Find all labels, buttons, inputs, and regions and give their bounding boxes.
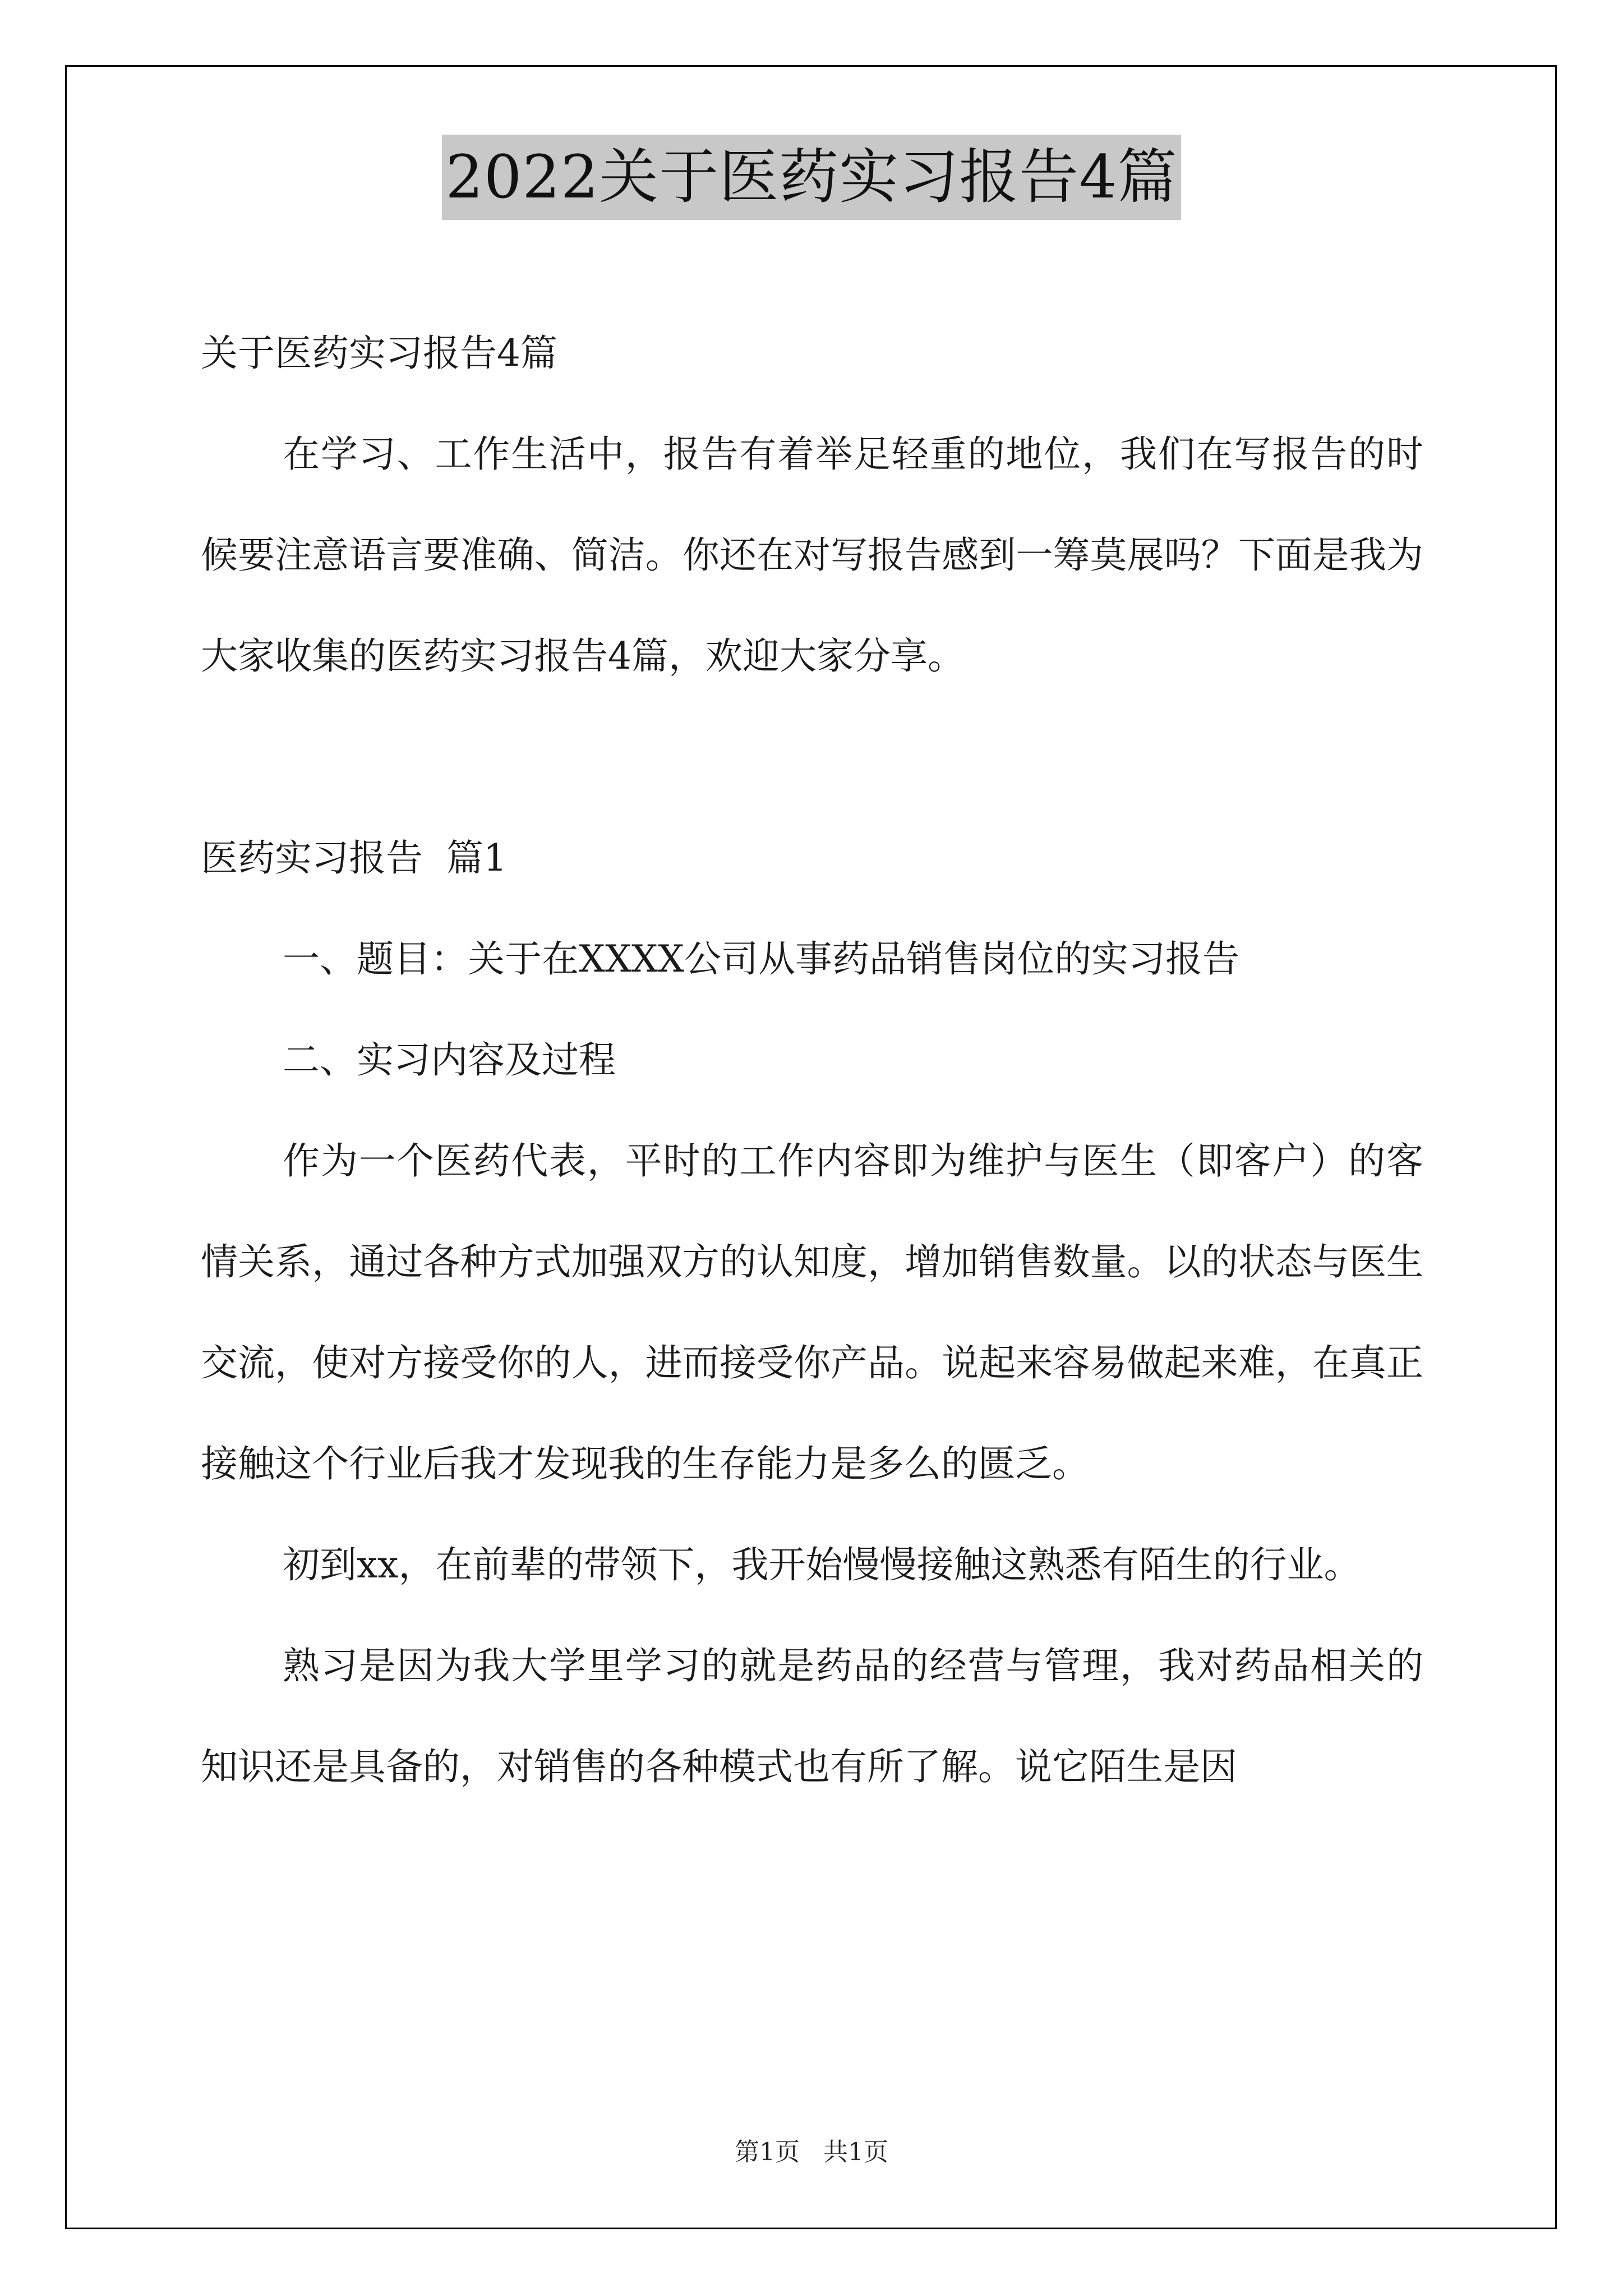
title-container <box>0 135 1623 220</box>
document-subtitle: 关于医药实习报告4篇 <box>201 332 557 375</box>
page-total: 共1页 <box>823 2138 888 2166</box>
page-footer <box>0 2132 1623 2168</box>
item-content-heading: 二、实习内容及过程 <box>283 1038 616 1082</box>
intro-paragraph: 在学习、工作生活中，报告有着举足轻重的地位，我们在写报告的时候要注意语言要准确、简洁。你还在对写报告感到一筹莫展吗？下面是我为大家收集的医药实习报告4篇，欢迎大家分享。 <box>201 432 1423 678</box>
section-heading: 医药实习报告 篇1 <box>201 836 507 880</box>
body-paragraph: 作为一个医药代表，平时的工作内容即为维护与医生（即客户）的客情关系，通过各种方式加强双方的认知度，增加销售数量。以的状态与医生交流，使对方接受你的人，进而接受你产品。说起来容易做起来难，在真正接触这个行业后我才发现我的生存能力是多么的匮乏。 <box>201 1139 1423 1485</box>
section-spacer <box>201 707 1423 808</box>
body-paragraph: 初到xx，在前辈的带领下，我开始慢慢接触这熟悉有陌生的行业。 <box>283 1543 1361 1586</box>
document-body <box>201 303 1423 1818</box>
body-paragraph: 熟习是因为我大学里学习的就是药品的经营与管理，我对药品相关的知识还是具备的，对销售的各种模式也有所了解。说它陌生是因 <box>201 1644 1423 1788</box>
page-number: 第1页 <box>735 2138 800 2166</box>
document-title: 2022关于医药实习报告4篇 <box>442 135 1181 220</box>
item-title: 一、题目：关于在XXXX公司从事药品销售岗位的实习报告 <box>283 937 1239 981</box>
